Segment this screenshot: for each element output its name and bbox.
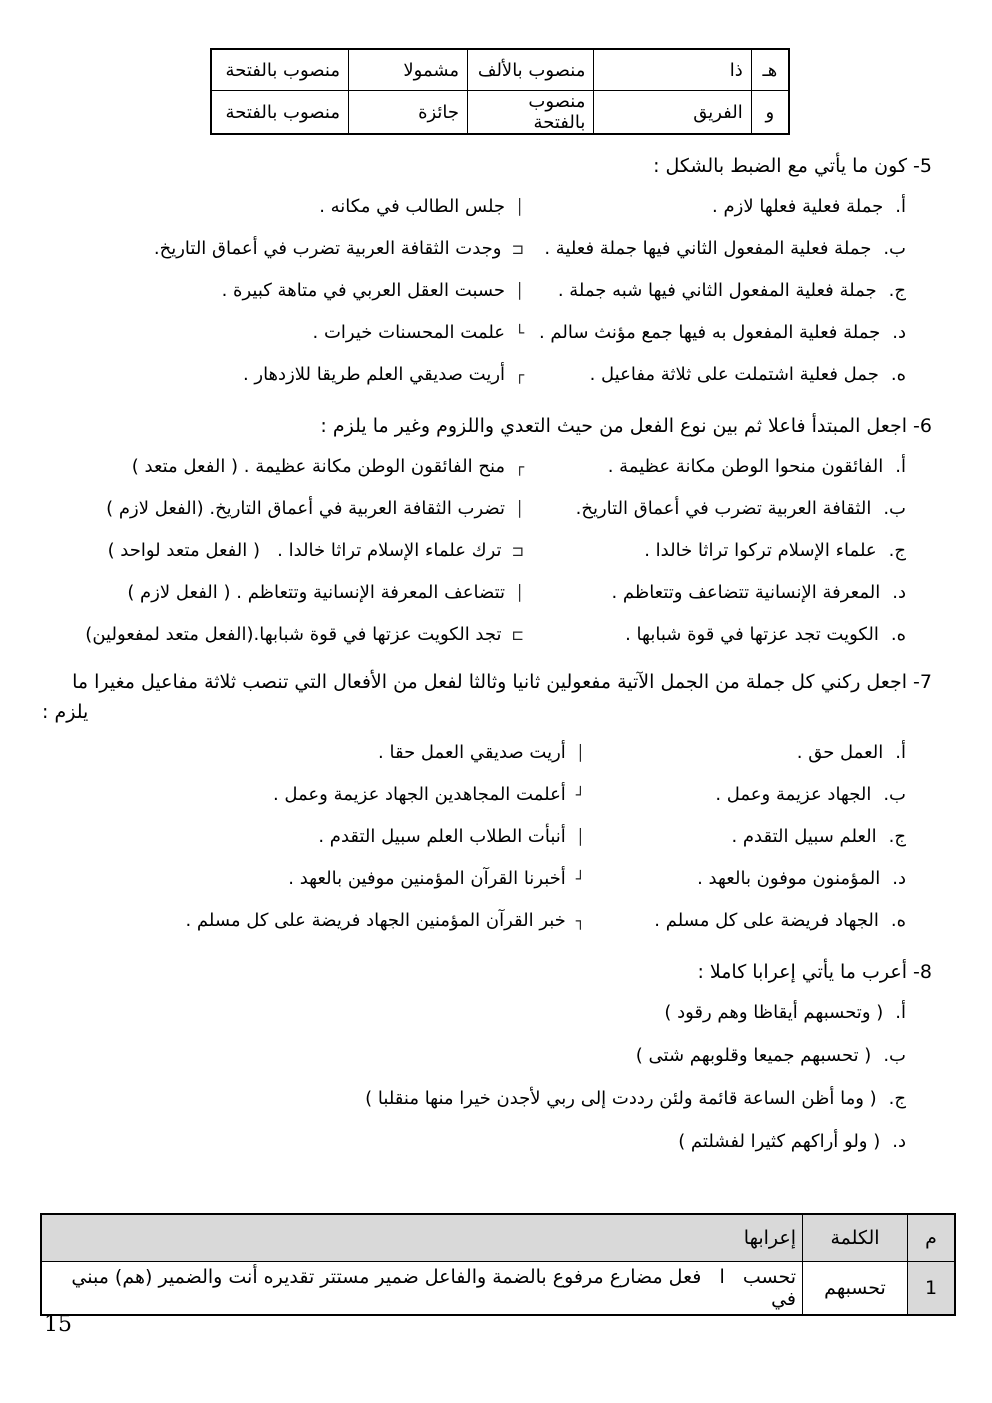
list-item <box>38 571 932 613</box>
list-item <box>38 815 932 857</box>
item-question: العمل حق . <box>796 741 884 763</box>
item-text: ( وتحسبهم أيقاظا وهم رقود ) <box>664 1002 884 1023</box>
item-question: الفائقون منحوا الوطن مكانة عظيمة . <box>607 455 884 477</box>
answer-mark-icon: ┘ <box>575 785 585 804</box>
item-question: المؤمنون موفون بالعهد . <box>697 867 881 889</box>
answer-mark-icon: ⊏ <box>511 541 525 560</box>
question-5-title: 5- كون ما يأتي مع الضبط بالشكل : <box>653 155 932 177</box>
item-label: أ. <box>895 1002 906 1023</box>
item-label: ب. <box>883 237 906 259</box>
answer-mark-icon: │ <box>515 281 525 300</box>
item-answer: أريت صديقي العلم طريقا للازدهار . <box>242 363 506 385</box>
table-row <box>211 91 789 135</box>
row-case-1: منصوب بالألف <box>468 49 594 91</box>
list-item <box>38 227 932 269</box>
row-case-2: منصوب بالفتحة <box>211 49 348 91</box>
item-label: ب. <box>883 1045 906 1066</box>
item-label: ب. <box>883 783 906 805</box>
item-label: ج. <box>888 279 906 301</box>
item-answer: علمت المحسنات خيرات . <box>312 321 506 343</box>
answer-mark-icon: │ <box>575 743 585 762</box>
parsing-table <box>40 1213 956 1316</box>
item-answer: تجد الكويت عزتها في قوة شبابها.(الفعل متعد لمفعولين) <box>85 623 502 645</box>
list-item <box>38 269 932 311</box>
answer-mark-icon: │ <box>515 197 525 216</box>
item-answer: خبر القرآن المؤمنين الجهاد فريضة على كل مسلم . <box>185 909 566 931</box>
item-label: أ. <box>895 741 906 763</box>
row-example: جائزة <box>348 91 467 135</box>
answer-mark-icon: │ <box>515 499 525 518</box>
item-answer: وجدت الثقافة العربية تضرب في أعماق التاريخ. <box>153 237 502 259</box>
item-question: جملة فعلية المفعول الثاني فيها جملة فعلية . <box>544 237 872 259</box>
table-row <box>211 49 789 91</box>
list-item <box>38 1034 932 1077</box>
cell-analysis: تحسب ا فعل مضارع مرفوع بالضمة والفاعل ضمير مستتر تقديره أنت والضمير (هم) مبني في <box>41 1262 803 1316</box>
item-answer: أريت صديقي العمل حقا . <box>378 741 566 763</box>
page-number: 15 <box>44 1312 72 1337</box>
parsing-table-header-row <box>41 1214 955 1262</box>
table-row <box>41 1262 955 1316</box>
question-7 <box>38 667 932 941</box>
item-question: جمل فعلية اشتملت على ثلاثة مفاعيل . <box>589 363 879 385</box>
list-item <box>38 991 932 1034</box>
item-label: د. <box>892 1131 906 1152</box>
item-question: الكويت تجد عزتها في قوة شبابها . <box>625 623 879 645</box>
item-text: ( ولو أراكهم كثيرا لفشلتم ) <box>678 1131 881 1152</box>
answer-mark-icon: ┐ <box>575 911 585 930</box>
question-8-title: 8- أعرب ما يأتي إعرابا كاملا : <box>697 961 932 983</box>
item-text: ( تحسبهم جميعا وقلوبهم شتى ) <box>635 1045 872 1066</box>
item-label: ب. <box>883 497 906 519</box>
row-word: الفريق <box>594 91 751 135</box>
item-label: د. <box>892 321 906 343</box>
question-8 <box>38 957 932 1163</box>
answer-mark-icon: │ <box>575 827 585 846</box>
item-label: ه. <box>890 363 906 385</box>
question-7-title-line1: 7- اجعل ركني كل جملة من الجمل الآتية مفعولين ثانيا وثالثا لفعل من الأفعال التي تنصب ثلاثة مفاعيل مغيرا ما <box>72 671 932 693</box>
item-question: العلم سبيل التقدم . <box>731 825 877 847</box>
list-item <box>38 311 932 353</box>
question-6 <box>38 411 932 655</box>
row-case-2: منصوب بالفتحة <box>211 91 348 135</box>
item-question: جملة فعلية المفعول الثاني فيها شبه جملة . <box>557 279 877 301</box>
item-answer: أعلمت المجاهدين الجهاد عزيمة وعمل . <box>272 783 566 805</box>
answer-mark-icon: ┘ <box>575 869 585 888</box>
item-question: الجهاد عزيمة وعمل . <box>715 783 872 805</box>
list-item <box>38 899 932 941</box>
question-7-title-line2: يلزم : <box>42 701 89 723</box>
answer-mark-icon: │ <box>515 583 525 602</box>
question-5 <box>38 151 932 395</box>
item-label: ج. <box>888 1088 906 1109</box>
header-word: الكلمة <box>803 1214 908 1262</box>
item-question: علماء الإسلام تركوا تراثا خالدا . <box>644 539 877 561</box>
row-example: مشمولا <box>348 49 467 91</box>
item-question: جملة فعلية فعلها لازم . <box>712 195 884 217</box>
item-label: أ. <box>895 195 906 217</box>
item-answer: تضرب الثقافة العربية في أعماق التاريخ. (الفعل لازم ) <box>106 497 506 519</box>
answer-mark-icon: ┌ <box>515 457 525 476</box>
item-label: ه. <box>890 909 906 931</box>
item-answer: منح الفائقون الوطن مكانة عظيمة . ( الفعل متعد ) <box>131 455 506 477</box>
item-label: أ. <box>895 455 906 477</box>
item-answer: تتضاعف المعرفة الإنسانية وتتعاظم . ( الفعل لازم ) <box>127 581 506 603</box>
answer-mark-icon: ⊏ <box>511 239 525 258</box>
list-item <box>38 731 932 773</box>
row-case-1: منصوب بالفتحة <box>468 91 594 135</box>
item-answer: أنبأت الطلاب العلم سبيل التقدم . <box>318 825 566 847</box>
list-item <box>38 353 932 395</box>
list-item <box>38 1120 932 1163</box>
header-num: م <box>908 1214 956 1262</box>
row-word: ذا <box>594 49 751 91</box>
cell-num: 1 <box>908 1262 956 1316</box>
item-answer: حسبت العقل العربي في متاهة كبيرة . <box>221 279 506 301</box>
item-answer: ترك علماء الإسلام تراثا خالدا . ( الفعل متعد لواحد ) <box>107 539 502 561</box>
answer-mark-icon: ┌ <box>515 365 525 384</box>
header-analysis: إعرابها <box>41 1214 803 1262</box>
cell-word: تحسبهم <box>803 1262 908 1316</box>
item-text: ( وما أظن الساعة قائمة ولئن رددت إلى ربي لأجدن خيرا منها منقلبا ) <box>365 1088 877 1109</box>
list-item <box>38 1077 932 1120</box>
row-letter: هـ <box>751 49 789 91</box>
item-label: ج. <box>888 539 906 561</box>
list-item <box>38 857 932 899</box>
list-item <box>38 487 932 529</box>
item-label: د. <box>892 581 906 603</box>
question-6-title: 6- اجعل المبتدأ فاعلا ثم بين نوع الفعل من حيث التعدي واللزوم وغير ما يلزم : <box>320 415 932 437</box>
item-question: الثقافة العربية تضرب في أعماق التاريخ. <box>575 497 872 519</box>
row-letter: و <box>751 91 789 135</box>
list-item <box>38 185 932 227</box>
item-question: جملة فعلية المفعول به فيها جمع مؤنث سالم . <box>538 321 881 343</box>
item-answer: جلس الطالب في مكانه . <box>319 195 506 217</box>
list-item <box>38 445 932 487</box>
item-label: د. <box>892 867 906 889</box>
answer-mark-icon: ⊐ <box>511 625 525 644</box>
item-answer: أخبرنا القرآن المؤمنين موفين بالعهد . <box>288 867 566 889</box>
item-question: المعرفة الإنسانية تتضاعف وتتعاظم . <box>611 581 881 603</box>
item-label: ه. <box>890 623 906 645</box>
item-label: ج. <box>888 825 906 847</box>
item-question: الجهاد فريضة على كل مسلم . <box>654 909 879 931</box>
list-item <box>38 529 932 571</box>
list-item <box>38 613 932 655</box>
list-item <box>38 773 932 815</box>
top-exercise-table <box>210 48 790 135</box>
question-7-title <box>38 667 932 727</box>
answer-mark-icon: └ <box>515 323 525 342</box>
